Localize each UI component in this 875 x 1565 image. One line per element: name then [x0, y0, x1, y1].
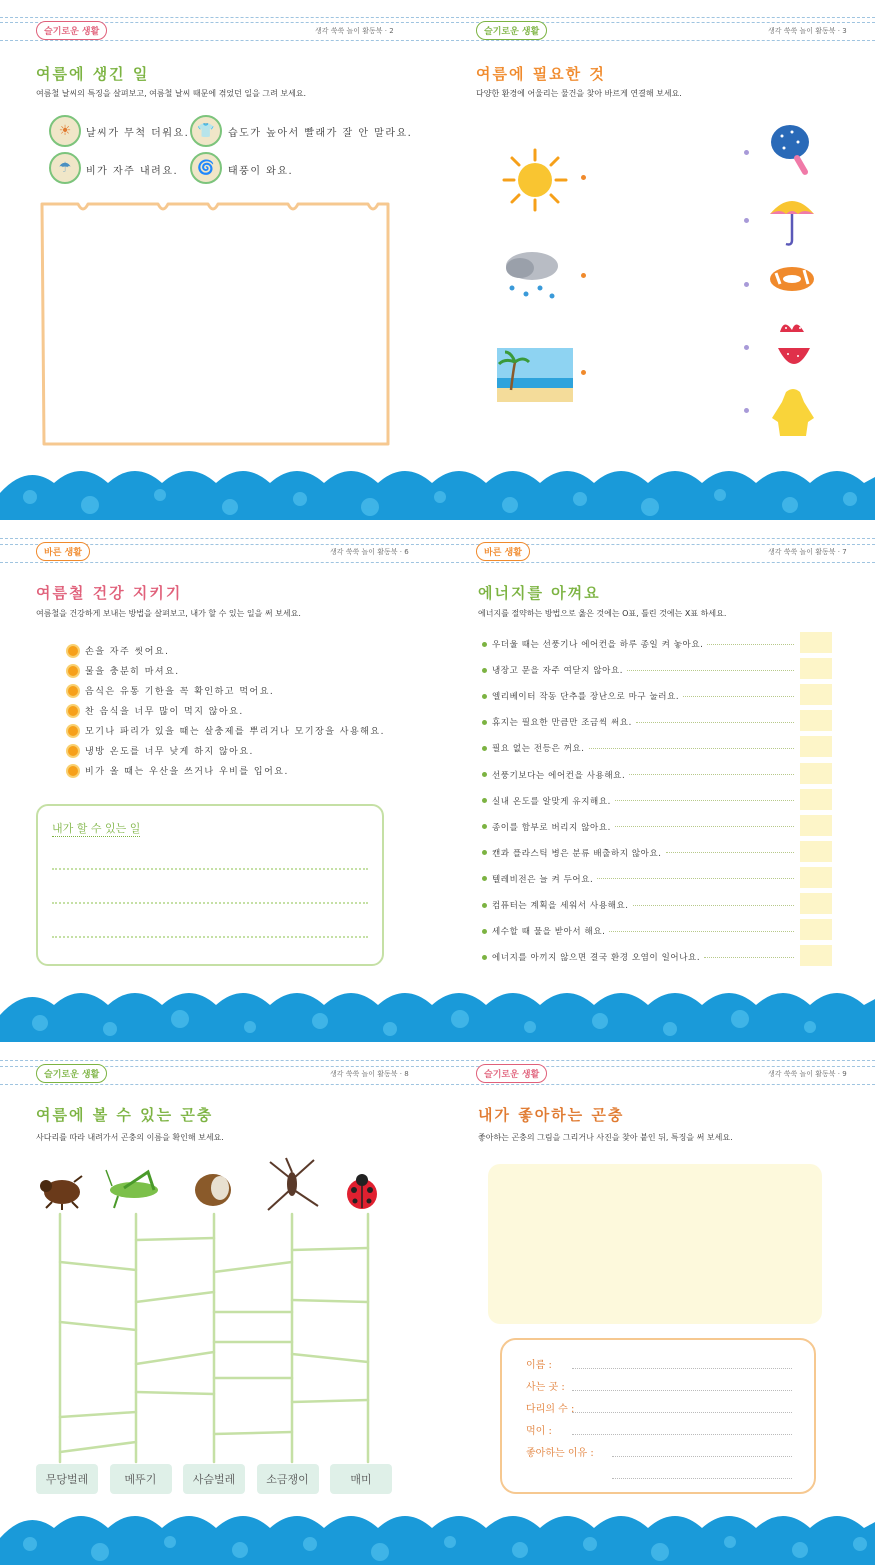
orange-bullet-icon [68, 686, 78, 696]
connect-dot[interactable] [744, 282, 749, 287]
typhoon-icon: 🌀 [190, 152, 222, 184]
instruction: 사다리를 따라 내려가서 곤충의 이름을 확인해 보세요. [36, 1133, 224, 1142]
green-bullet-icon [482, 903, 487, 908]
energy-item-text: 필요 없는 전등은 꺼요. [492, 744, 585, 755]
weather-item: 습도가 높아서 빨래가 잘 안 말라요. [228, 128, 413, 139]
dotted-leader [597, 878, 794, 879]
info-field-line[interactable] [572, 1412, 792, 1413]
tip-text: 모기나 파리가 있을 때는 살충제를 뿌리거나 모기장을 사용해요. [85, 727, 385, 737]
health-tip [68, 724, 385, 737]
spread-2 [0, 520, 875, 1042]
page-6 [0, 520, 437, 1042]
connect-dot[interactable] [744, 150, 749, 155]
dotted-leader [633, 905, 794, 906]
energy-item-text: 에너지를 아끼지 않으면 결국 환경 오염이 일어나요. [492, 953, 701, 964]
energy-item [482, 638, 798, 650]
tick-icon [36, 1170, 86, 1210]
subject-badge: 슬기로운 생활 [36, 21, 107, 40]
wave-border [0, 463, 875, 520]
answer-box[interactable] [800, 893, 832, 914]
dotted-leader [615, 826, 794, 827]
tip-text: 물을 충분히 마셔요. [85, 667, 180, 677]
health-tip [68, 764, 289, 777]
write-line[interactable] [52, 902, 368, 904]
dotted-leader [666, 852, 794, 853]
answer-box[interactable] [800, 658, 832, 679]
energy-item-text: 컴퓨터는 계획을 세워서 사용해요. [492, 901, 629, 911]
dotted-leader [627, 670, 794, 671]
green-bullet-icon [482, 929, 487, 934]
energy-item-text: 우더울 때는 선풍기나 에어컨을 하루 종일 켜 놓아요. [492, 640, 704, 650]
green-bullet-icon [482, 668, 487, 673]
dotted-leader [704, 957, 794, 958]
fan-icon [768, 122, 814, 178]
instruction: 여름철 날씨의 특징을 살펴보고, 여름철 날씨 때문에 겪었던 일을 그려 보세요. [36, 89, 307, 98]
dotted-leader [609, 931, 794, 932]
dotted-leader [589, 748, 794, 749]
energy-item [482, 742, 798, 754]
orange-bullet-icon [68, 726, 78, 736]
beetle-icon [190, 1168, 236, 1210]
answer-box[interactable] [800, 867, 832, 888]
green-bullet-icon [482, 772, 487, 777]
page-2 [0, 0, 437, 520]
info-field-line[interactable] [612, 1478, 792, 1479]
green-bullet-icon [482, 746, 487, 751]
page-folio: 생각 쑥쑥 놀이 활동북 · 6 [330, 548, 409, 556]
page-title: 내가 좋아하는 곤충 [478, 1106, 625, 1124]
dotted-leader [615, 800, 794, 801]
answer-box[interactable] [800, 945, 832, 966]
tip-text: 음식은 유통 기한을 꼭 확인하고 먹어요. [85, 687, 275, 697]
answer-box[interactable] [800, 919, 832, 940]
orange-bullet-icon [68, 706, 78, 716]
info-field-label: 사는 곳 : [526, 1382, 565, 1393]
box-title: 내가 할 수 있는 일 [52, 822, 141, 835]
tip-text: 찬 음식을 너무 많이 먹지 않아요. [85, 707, 244, 717]
write-line[interactable] [52, 868, 368, 870]
orange-bullet-icon [68, 646, 78, 656]
page-folio: 생각 쑥쑥 놀이 활동북 · 2 [315, 27, 394, 35]
rain-icon: ☂ [49, 152, 81, 184]
green-bullet-icon [482, 876, 487, 881]
connect-dot[interactable] [581, 273, 586, 278]
energy-item [482, 847, 798, 859]
page-title: 여름에 필요한 것 [476, 65, 606, 83]
dotted-leader [683, 696, 794, 697]
answer-box[interactable] [800, 684, 832, 705]
page-title: 여름에 생긴 일 [36, 65, 150, 83]
green-bullet-icon [482, 955, 487, 960]
answer-box[interactable] [800, 789, 832, 810]
energy-item [482, 925, 798, 937]
energy-item [482, 899, 798, 911]
page-folio: 생각 쑥쑥 놀이 활동북 · 3 [768, 27, 847, 35]
info-field-label: 좋아하는 이유 : [526, 1448, 594, 1459]
page-9 [438, 1042, 875, 1565]
health-tip [68, 664, 180, 677]
page-title: 여름에 볼 수 있는 곤충 [36, 1106, 214, 1124]
green-bullet-icon [482, 694, 487, 699]
page-folio: 생각 쑥쑥 놀이 활동북 · 9 [768, 1070, 847, 1078]
water-strider-icon [262, 1156, 322, 1214]
answer-box[interactable] [800, 815, 832, 836]
beach-icon [497, 348, 573, 402]
info-field-line[interactable] [572, 1434, 792, 1435]
insect-name-tile[interactable]: 매미 [330, 1464, 392, 1494]
connect-dot[interactable] [744, 345, 749, 350]
answer-box[interactable] [800, 763, 832, 784]
energy-item [482, 690, 798, 702]
page-folio: 생각 쑥쑥 놀이 활동북 · 7 [768, 548, 847, 556]
health-tip [68, 744, 254, 757]
green-bullet-icon [482, 850, 487, 855]
energy-item-text: 텔레비전은 늘 켜 두어요. [492, 874, 594, 885]
answer-box[interactable] [800, 632, 832, 653]
insect-name-tile[interactable]: 메뚜기 [110, 1464, 172, 1494]
info-field-label: 먹이 : [526, 1426, 552, 1437]
wave-border [0, 1508, 875, 1565]
ladder-game[interactable] [50, 1212, 380, 1464]
subject-badge: 슬기로운 생활 [476, 21, 547, 40]
energy-item [482, 664, 798, 676]
instruction: 좋아하는 곤충의 그림을 그리거나 사진을 찾아 붙인 뒤, 특징을 써 보세요. [478, 1133, 733, 1142]
instruction: 에너지를 절약하는 방법으로 옳은 것에는 O표, 틀린 것에는 X표 하세요. [478, 609, 727, 618]
info-field-line[interactable] [572, 1390, 792, 1391]
answer-box[interactable] [800, 841, 832, 862]
energy-item [482, 716, 798, 728]
insect-name-tile[interactable]: 소금쟁이 [257, 1464, 319, 1494]
subject-badge: 슬기로운 생활 [476, 1064, 547, 1083]
page-title: 에너지를 아껴요 [478, 584, 601, 602]
my-actions-box [36, 804, 384, 966]
ladybug-icon [342, 1172, 382, 1210]
green-bullet-icon [482, 798, 487, 803]
page-8 [0, 1042, 437, 1565]
energy-item [482, 769, 798, 781]
weather-item: 비가 자주 내려요. [86, 166, 179, 177]
page-3 [438, 0, 875, 520]
connect-dot[interactable] [581, 370, 586, 375]
subject-badge: 바른 생활 [36, 542, 90, 561]
insect-info-card [500, 1338, 816, 1494]
subject-badge: 바른 생활 [476, 542, 530, 561]
connect-dot[interactable] [581, 175, 586, 180]
tip-text: 손을 자주 씻어요. [85, 647, 170, 657]
energy-item-text: 캔과 플라스틱 병은 분류 배출하지 않아요. [492, 848, 662, 859]
energy-item [482, 951, 798, 963]
orange-bullet-icon [68, 666, 78, 676]
tip-text: 비가 올 때는 우산을 쓰거나 우비를 입어요. [85, 767, 289, 777]
answer-box[interactable] [800, 710, 832, 731]
energy-item [482, 795, 798, 807]
swimsuit-icon [774, 312, 814, 372]
insect-name-tile[interactable]: 사슴벌레 [183, 1464, 245, 1494]
connect-dot[interactable] [744, 218, 749, 223]
info-field-label: 이름 : [526, 1360, 552, 1371]
insect-name-tile[interactable]: 무당벌레 [36, 1464, 98, 1494]
dotted-leader [636, 722, 794, 723]
green-bullet-icon [482, 642, 487, 647]
health-tip [68, 644, 169, 657]
spread-3 [0, 1042, 875, 1565]
energy-item-text: 선풍기보다는 에어컨을 사용해요. [492, 770, 626, 781]
subject-badge: 슬기로운 생활 [36, 1064, 107, 1083]
answer-box[interactable] [800, 736, 832, 757]
laundry-icon: 👕 [190, 115, 222, 147]
umbrella-icon [768, 192, 816, 248]
green-bullet-icon [482, 824, 487, 829]
orange-bullet-icon [68, 746, 78, 756]
dotted-leader [629, 774, 794, 775]
wave-border [0, 985, 875, 1042]
energy-item [482, 821, 798, 833]
grasshopper-icon [104, 1166, 166, 1210]
tube-icon [768, 264, 816, 294]
info-field-line[interactable] [612, 1456, 792, 1457]
instruction: 여름철을 건강하게 보내는 방법을 살펴보고, 내가 할 수 있는 일을 써 보세요. [36, 609, 301, 618]
energy-item-text: 종이를 함부로 버리지 않아요. [492, 822, 611, 833]
weather-item: 날씨가 무척 더워요. [86, 128, 190, 139]
energy-item-text: 엘리베이터 작동 단추를 장난으로 마구 눌러요. [492, 692, 680, 703]
health-tip [68, 704, 244, 717]
green-bullet-icon [482, 720, 487, 725]
spread-1 [0, 0, 875, 520]
health-tip [68, 684, 274, 697]
tip-text: 냉방 온도를 너무 낮게 하지 않아요. [85, 747, 254, 757]
info-field-label: 다리의 수 : [526, 1404, 575, 1415]
dotted-leader [707, 644, 794, 645]
write-line[interactable] [52, 936, 368, 938]
energy-item-text: 휴지는 필요한 만큼만 조금씩 써요. [492, 718, 632, 729]
instruction: 다양한 환경에 어울리는 물건을 찾아 바르게 연결해 보세요. [476, 89, 682, 98]
rain-cloud-icon [502, 248, 564, 304]
raincoat-icon [770, 388, 816, 440]
energy-item-text: 실내 온도를 알맞게 유지해요. [492, 796, 611, 807]
energy-item [482, 873, 798, 885]
drawing-area[interactable] [488, 1164, 822, 1324]
energy-item-text: 세수할 때 물을 받아서 해요. [492, 927, 606, 938]
drawing-frame[interactable] [38, 198, 393, 450]
energy-item-text: 냉장고 문을 자주 여닫지 않아요. [492, 666, 624, 677]
orange-bullet-icon [68, 766, 78, 776]
info-field-line[interactable] [572, 1368, 792, 1369]
weather-item: 태풍이 와요. [228, 166, 294, 177]
hot-weather-icon: ☀ [49, 115, 81, 147]
page-7 [438, 520, 875, 1042]
connect-dot[interactable] [744, 408, 749, 413]
page-folio: 생각 쑥쑥 놀이 활동북 · 8 [330, 1070, 409, 1078]
sun-icon [500, 148, 570, 212]
page-title: 여름철 건강 지키기 [36, 584, 183, 602]
